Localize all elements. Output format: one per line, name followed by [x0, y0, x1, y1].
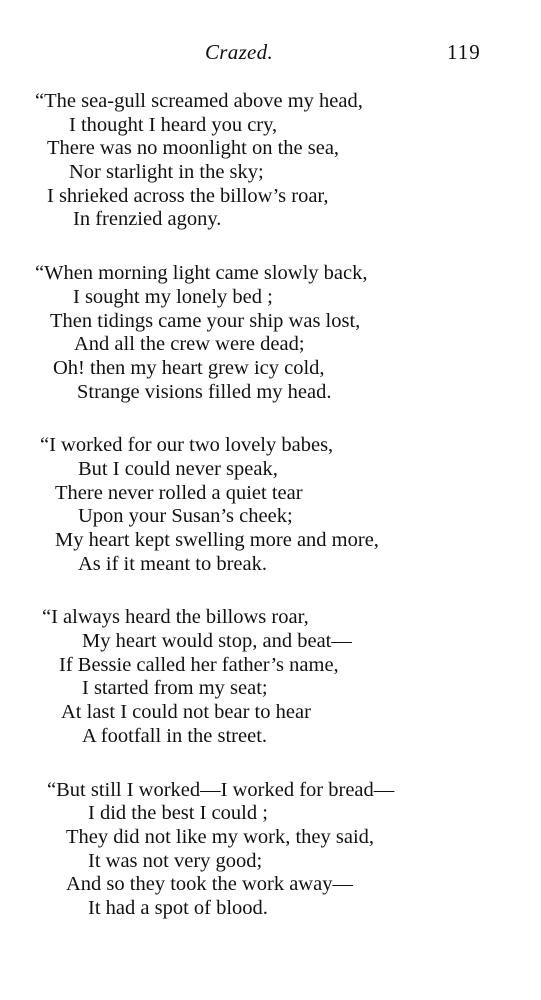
poem-line: Upon your Susan’s cheek; — [78, 505, 293, 528]
poem-line: “I always heard the billows roar, — [42, 606, 309, 629]
poem-line: I shrieked across the billow’s roar, — [47, 184, 329, 207]
page-header — [0, 40, 541, 74]
stanza-4 — [0, 606, 541, 748]
poem-line: “When morning light came slowly back, — [35, 262, 368, 285]
poem-line: My heart would stop, and beat— — [82, 630, 352, 653]
poem-line: “The sea-gull screamed above my head, — [35, 90, 363, 112]
poem-line: And so they took the work away— — [66, 873, 353, 896]
poem-line: If Bessie called her father’s name, — [59, 653, 339, 676]
poem-line: My heart kept swelling more and more, — [55, 529, 379, 551]
poem-line: I started from my seat; — [82, 677, 268, 700]
poem-line: Strange visions filled my head. — [77, 380, 332, 403]
stanza-3 — [0, 434, 541, 576]
poem-line: I sought my lonely bed ; — [73, 285, 273, 308]
poem-line: Oh! then my heart grew icy cold, — [53, 356, 325, 379]
running-title: Crazed. — [205, 40, 274, 64]
page-number: 119 — [447, 40, 481, 64]
poem-line: I thought I heard you cry, — [69, 113, 278, 136]
poem-line: I did the best I could ; — [88, 802, 268, 825]
poem-line: But I could never speak, — [78, 457, 278, 480]
poem-line: “I worked for our two lovely babes, — [40, 434, 334, 457]
poem-line: It had a spot of blood. — [88, 896, 268, 919]
poem-line: They did not like my work, they said, — [66, 825, 375, 848]
stanza-1 — [0, 90, 541, 232]
poem-line: It was not very good; — [88, 849, 263, 872]
poem-line: Nor starlight in the sky; — [69, 161, 264, 184]
poem-line: Then tidings came your ship was lost, — [50, 309, 361, 332]
poem-line: At last I could not bear to hear — [61, 701, 311, 724]
stanza-2 — [0, 262, 541, 404]
poem-line: There never rolled a quiet tear — [55, 481, 303, 504]
poem — [0, 90, 541, 951]
poem-line: There was no moonlight on the sea, — [47, 137, 340, 160]
stanza-5 — [0, 779, 541, 921]
poem-line: “But still I worked—I worked for bread— — [47, 778, 395, 801]
poem-line: And all the crew were dead; — [74, 333, 305, 356]
poem-line: In frenzied agony. — [73, 208, 222, 231]
poem-line: As if it meant to break. — [78, 552, 268, 575]
poem-line: A footfall in the street. — [82, 724, 268, 747]
